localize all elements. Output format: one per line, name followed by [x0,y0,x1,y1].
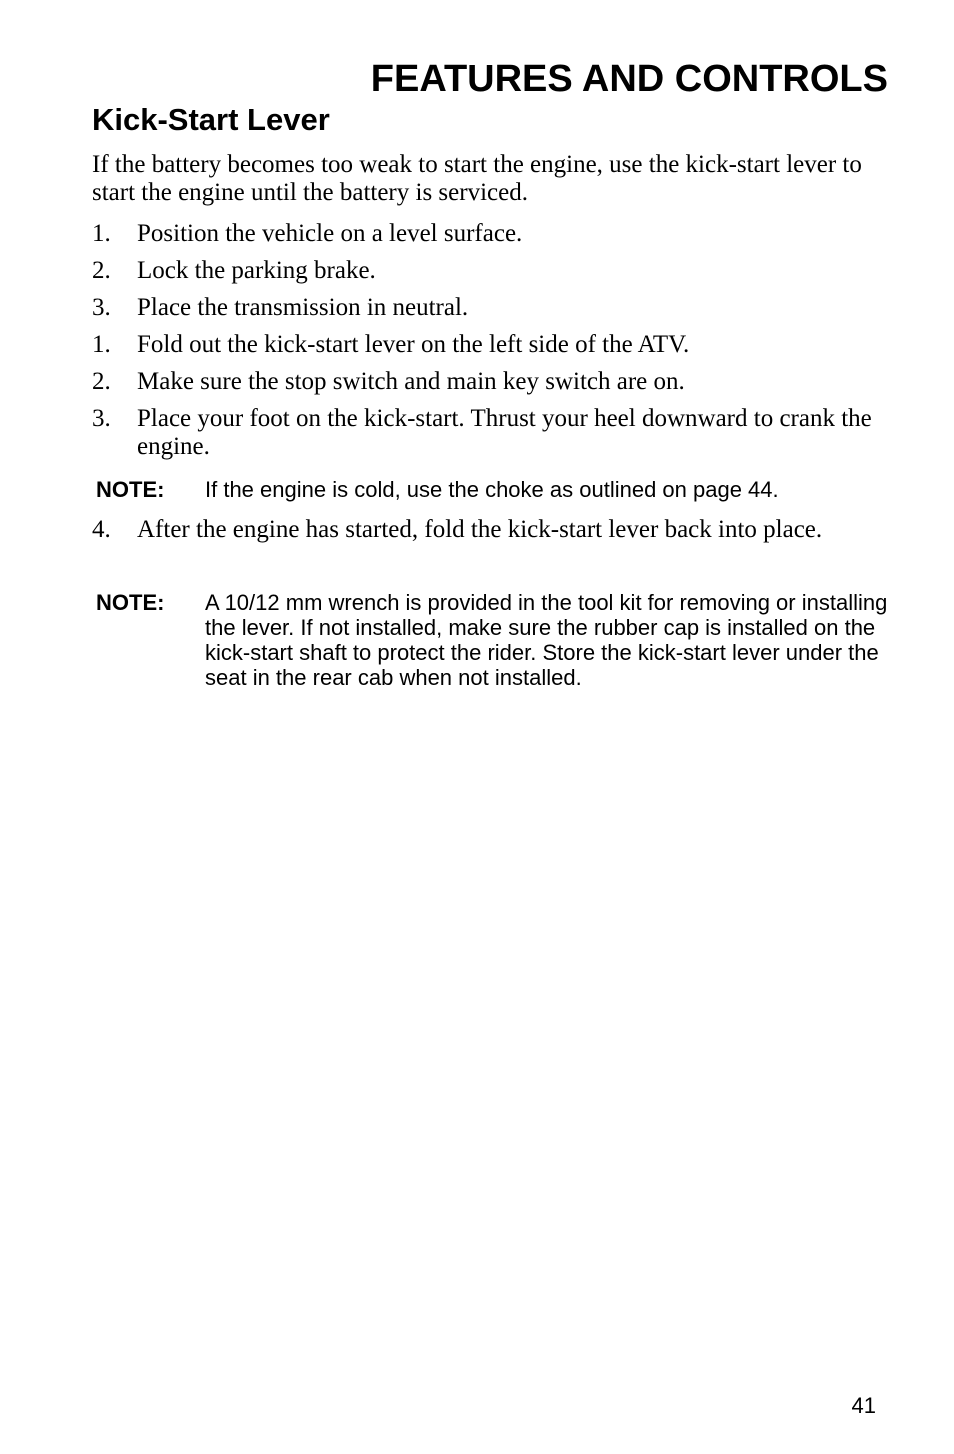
list-item [92,294,882,322]
step-text: After the engine has started, fold the kick-start lever back into place. [137,516,823,543]
note-text: A 10/12 mm wrench is provided in the tool kit for removing or installing the lever. If not installed, make sure the rubber cap is installed on the kick-start shaft to protect the rider. Store the kick-start lever under the seat in the rear cab when not installed. [205,590,888,690]
step-text: Place your foot on the kick-start. Thrust your heel downward to crank the engine. [137,405,872,460]
step-text: Position the vehicle on a level surface. [137,220,523,247]
step-number: 2. [92,257,111,284]
intro-paragraph: If the battery becomes too weak to start the engine, use the kick-start lever to start the engine until the battery is serviced. [92,151,862,206]
step-number: 3. [92,294,111,321]
step-number: 1. [92,331,111,358]
step-text: Make sure the stop switch and main key switch are on. [137,368,685,395]
page-header: FEATURES AND CONTROLS [370,58,888,100]
note-label: NOTE: [96,590,165,615]
list-item [92,405,882,461]
step-number: 3. [92,405,111,432]
list-item [92,516,882,544]
note-cold-engine [96,477,896,502]
list-item [92,368,882,396]
section-title: Kick-Start Lever [92,102,330,137]
note-label: NOTE: [96,477,165,502]
list-item [92,257,882,285]
step-list-secondary [92,516,882,553]
note-wrench [96,590,896,690]
list-item [92,331,882,359]
step-number: 1. [92,220,111,247]
step-list-primary [92,220,882,470]
step-number: 2. [92,368,111,395]
step-text: Fold out the kick-start lever on the left side of the ATV. [137,331,690,358]
list-item [92,220,882,248]
note-text: If the engine is cold, use the choke as outlined on page 44. [205,477,779,502]
step-text: Place the transmission in neutral. [137,294,469,321]
page-number: 41 [851,1393,876,1418]
step-number: 4. [92,516,111,543]
step-text: Lock the parking brake. [137,257,376,284]
